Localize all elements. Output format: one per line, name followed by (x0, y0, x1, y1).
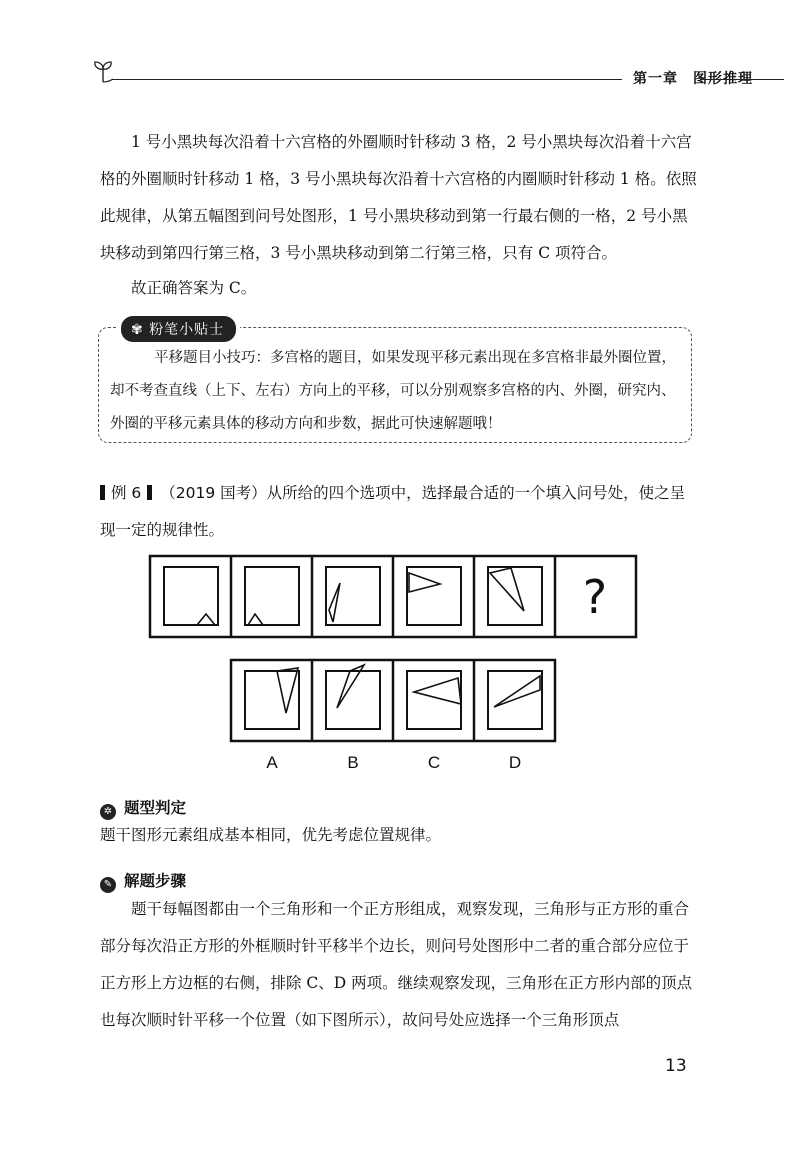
cell-5-triangle (490, 568, 524, 611)
example-text: （2019 国考）从所给的四个选项中，选择最合适的一个填入问号处，使之呈现一定的规律性。 (100, 484, 686, 539)
option-a-triangle (277, 668, 298, 713)
steps-icon: ✎ (100, 877, 116, 893)
cell-1-triangle (197, 614, 215, 625)
section-steps (100, 869, 186, 893)
option-d-triangle (494, 676, 540, 707)
option-a-label: A (266, 753, 278, 772)
example-label: 例 6 (111, 484, 142, 502)
paragraph: 1 号小黑块每次沿着十六宫格的外圈顺时针移动 3 格，2 号小黑块每次沿着十六宫格的外圈顺时针移动 1 格，3 号小黑块每次沿着十六宫格的内圈顺时针移动 1 格。依照此规律，从第五幅图到问号处图形，1 号小黑块移动到第一行最右侧的一格，2 号小黑块移动到第四行第三格，3 号小黑块移动到第二行第三格，只有 C 项符合。 (100, 133, 697, 262)
cell-1-square (164, 567, 218, 625)
section-steps-title: 解题步骤 (124, 872, 187, 890)
steps-paragraph: 题干每幅图都由一个三角形和一个正方形组成，观察发现，三角形与正方形的重合部分每次沿正方形的外框顺时针平移半个边长，则问号处图形中二者的重合部分应位于正方形上方边框的右侧，排除 C、D 两项。继续观察发现，三角形在正方形内部的顶点也每次顺时针平移一个位置（如下图所示），故问号处应选择一个三角形顶点 (100, 900, 693, 1029)
cell-4-triangle (409, 573, 440, 592)
cell-3-triangle (329, 583, 340, 622)
question-mark: ? (582, 570, 608, 624)
option-b-label: B (347, 753, 359, 772)
tip-title: 粉笔小贴士 (149, 322, 225, 338)
option-c-label: C (427, 753, 441, 772)
tip-pill: ✾ 粉笔小贴士 (121, 316, 236, 342)
option-a-square (245, 671, 299, 729)
option-c-triangle (414, 678, 461, 704)
chapter-title: 第一章 图形推理 (633, 71, 753, 87)
tip-text: 平移题目小技巧：多宫格的题目，如果发现平移元素出现在多宫格非最外圈位置，却不考查直线（上下、左右）方向上的平移，可以分别观察多宫格的内、外圈，研究内、外圈的平移元素具体的移动方向和步数，据此可快速解题哦！ (110, 350, 676, 432)
option-d-label: D (508, 753, 522, 772)
section-type-title: 题型判定 (124, 799, 187, 817)
page-number: 13 (665, 1056, 687, 1076)
type-paragraph: 题干图形元素组成基本相同，优先考虑位置规律。 (100, 826, 442, 844)
answer-paragraph: 故正确答案为 C。 (131, 279, 257, 297)
option-b-square (326, 671, 380, 729)
cell-2-triangle (248, 614, 263, 625)
type-icon: ✲ (100, 804, 116, 820)
cell-5-square (488, 567, 542, 625)
